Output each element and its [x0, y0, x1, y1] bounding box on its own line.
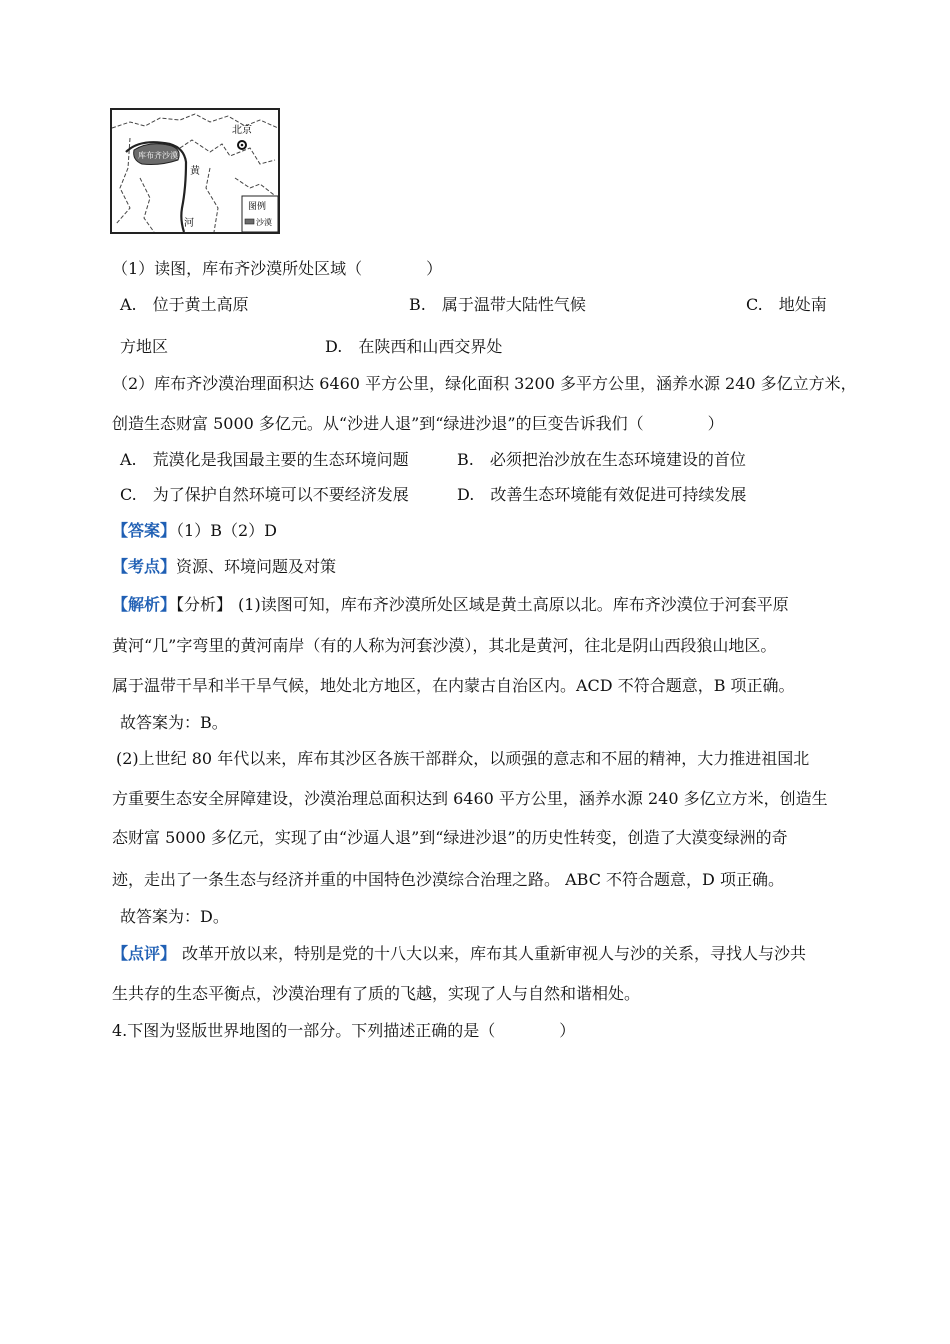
jiexi-p2-line1: (2)上世纪 80 年代以来，库布其沙区各族干部群众，以顽强的意志和不屈的精神，大力推进祖国北 — [116, 749, 810, 768]
dianping-line1: 改革开放以来，特别是党的十八大以来，库布其人重新审视人与沙的关系，寻找人与沙共 — [182, 944, 807, 963]
legend-title: 图例 — [248, 202, 267, 212]
q2-stem-line1: （2）库布齐沙漠治理面积达 6460 平方公里，绿化面积 3200 多平方公里，涵养水源 240 多亿立方米， — [112, 374, 857, 393]
q2-stem-line2: 创造生态财富 5000 多亿元。从“沙进人退”到“绿进沙退”的巨变告诉我们（ ） — [112, 414, 724, 433]
jiexi-p1-line3: 属于温带干旱和半干旱气候，地处北方地区，在内蒙古自治区内。ACD 不符合题意，B 项正确。 — [112, 676, 795, 695]
q1-option-d: D. 在陕西和山西交界处 — [325, 337, 503, 356]
jiexi-p1-line2: 黄河“几”字弯里的黄河南岸（有的人称为河套沙漠），其北是黄河，往北是阴山西段狼山地区。 — [112, 636, 777, 655]
jiexi-p2-line2: 方重要生态安全屏障建设，沙漠治理总面积达到 6460 平方公里，涵养水源 240 多亿立方米，创造生 — [112, 789, 828, 808]
jiexi-p2-line3: 态财富 5000 多亿元，实现了由“沙逼人退”到“绿进沙退”的历史性转变，创造了大漠变绿洲的奇 — [112, 828, 788, 847]
q2-option-d: D. 改善生态环境能有效促进可持续发展 — [457, 485, 747, 504]
map-label-desert: 库布齐沙漠 — [138, 151, 178, 160]
kaodian-tag: 【考点】 — [112, 557, 177, 576]
jiexi-answer1: 故答案为：B。 — [120, 713, 228, 732]
q1-option-c-cont: 方地区 — [120, 337, 169, 356]
jiexi-row — [112, 595, 789, 615]
answer-row — [112, 521, 277, 541]
jiexi-answer2: 故答案为：D。 — [120, 907, 229, 926]
jiexi-tag: 【解析】 — [112, 595, 177, 614]
q1-option-c: C. 地处南 — [746, 295, 827, 314]
kaodian-row — [112, 557, 336, 577]
jiexi-p2-line4: 迹，走出了一条生态与经济并重的中国特色沙漠综合治理之路。 ABC 不符合题意，D 项正确。 — [112, 870, 784, 889]
q2-option-b: B. 必须把治沙放在生态环境建设的首位 — [457, 450, 746, 469]
map-label-river2: 河 — [184, 218, 194, 229]
kaodian-text: 资源、环境问题及对策 — [176, 557, 337, 576]
q1-option-b: B. 属于温带大陆性气候 — [409, 295, 586, 314]
map-label-beijing: 北京 — [232, 125, 252, 136]
legend-item-desert: 沙漠 — [256, 218, 272, 227]
fenxi-tag: 【分析】 — [176, 595, 233, 614]
legend-desert-swatch — [245, 219, 254, 224]
q2-option-c: C. 为了保护自然环境可以不要经济发展 — [120, 485, 409, 504]
jiexi-p1-line1: (1)读图可知，库布齐沙漠所处区域是黄土高原以北。库布齐沙漠位于河套平原 — [238, 595, 789, 614]
q4-stem: 4.下图为竖版世界地图的一部分。下列描述正确的是（ ） — [112, 1021, 576, 1040]
map-label-river1: 黄 — [190, 166, 200, 177]
desert-location-map — [110, 108, 280, 234]
dianping-row — [112, 944, 806, 964]
dianping-line2: 生共存的生态平衡点，沙漠治理有了质的飞越，实现了人与自然和谐相处。 — [112, 984, 641, 1003]
answer-tag: 【答案】 — [112, 521, 177, 540]
answer-text: （1）B（2）D — [176, 521, 277, 540]
q2-option-a: A. 荒漠化是我国最主要的生态环境问题 — [120, 450, 409, 469]
q1-stem: （1）读图，库布齐沙漠所处区域（ ） — [112, 259, 443, 278]
q1-option-a: A. 位于黄土高原 — [120, 295, 249, 314]
dianping-tag: 【点评】 — [112, 944, 177, 963]
